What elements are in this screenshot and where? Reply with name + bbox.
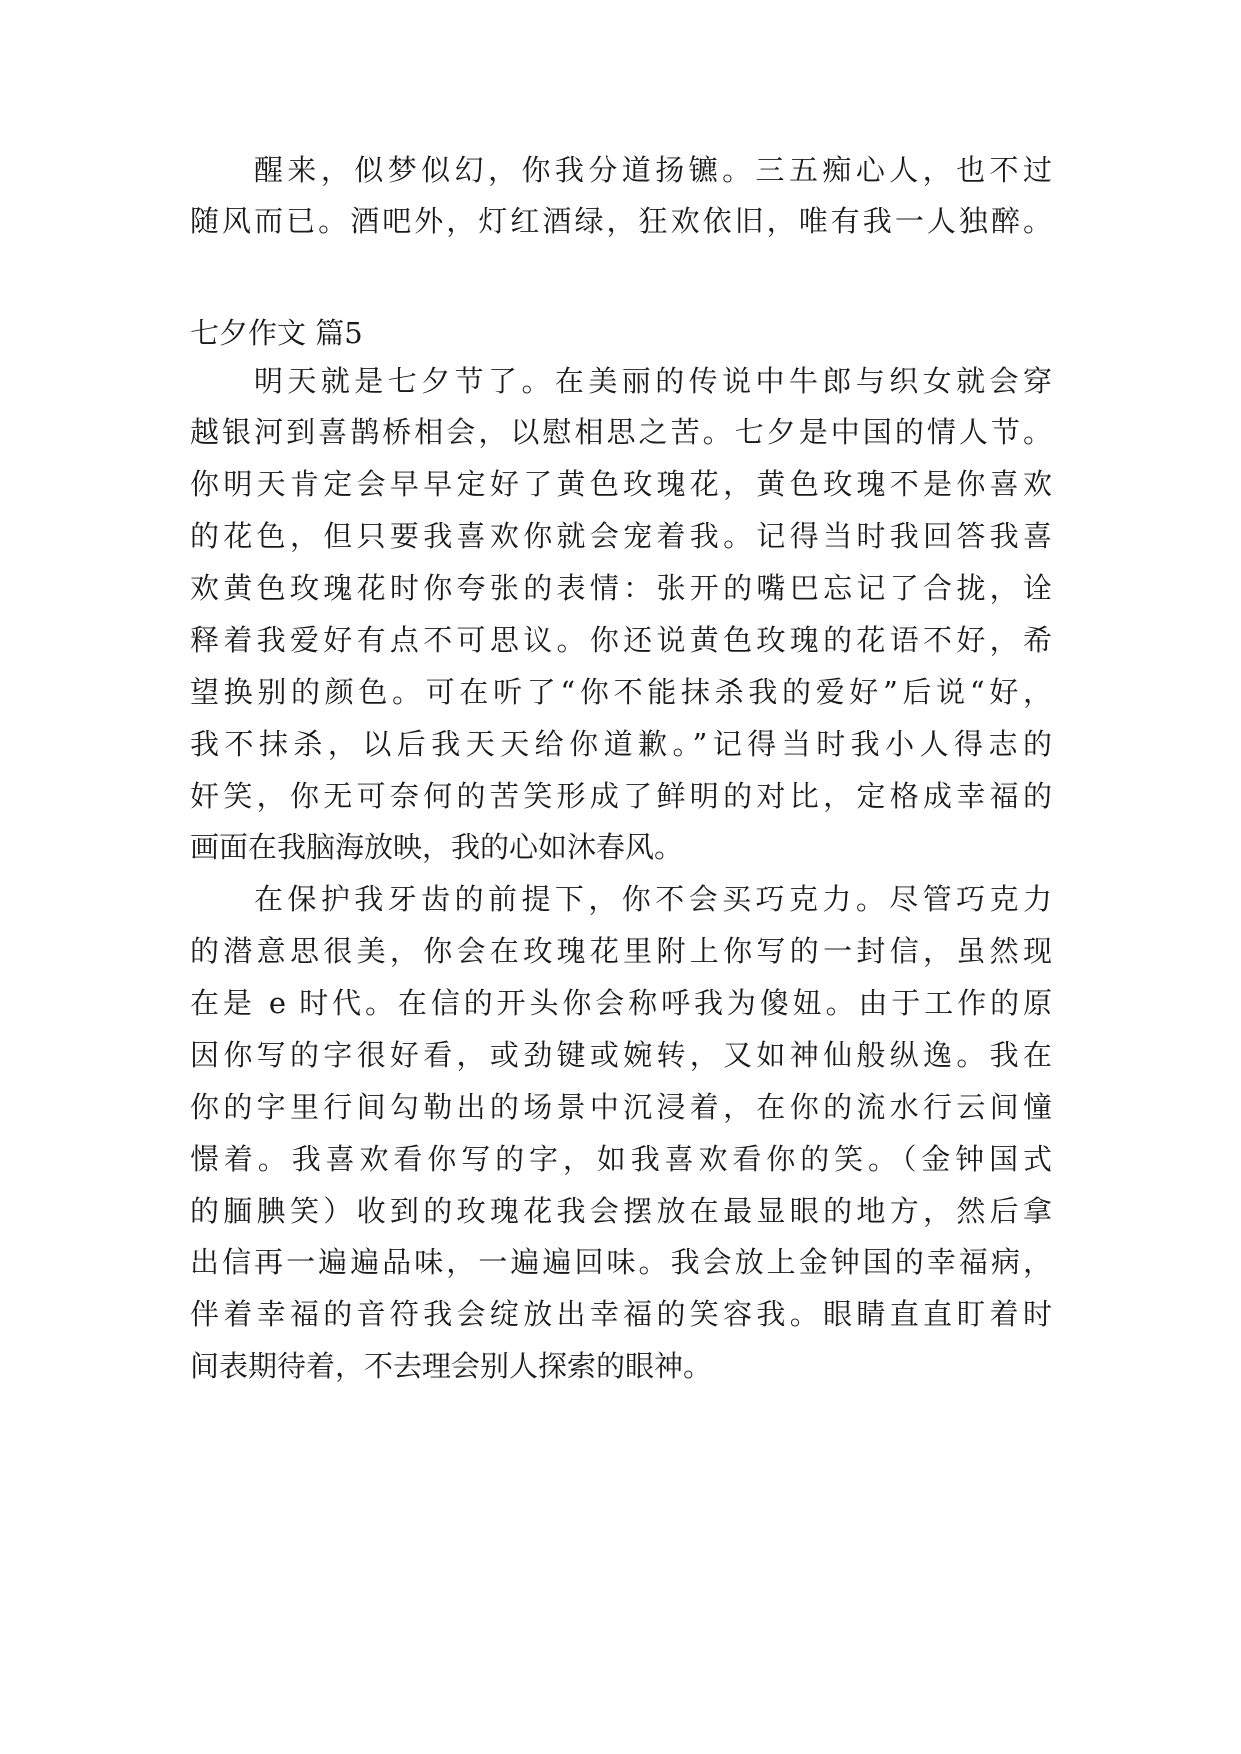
paragraph-1-line: 我不抹杀，以后我天天给你道歉。”记得当时我小人得志的 xyxy=(190,727,1052,761)
paragraph-2-line: 的腼腆笑）收到的玫瑰花我会摆放在最显眼的地方，然后拿 xyxy=(190,1194,1052,1228)
section-title: 七夕作文 篇5 xyxy=(190,316,363,350)
paragraph-1-line: 的花色，但只要我喜欢你就会宠着我。记得当时我回答我喜 xyxy=(190,519,1052,553)
intro-line-2: 随风而已。酒吧外，灯红酒绿，狂欢依旧，唯有我一人独醉。 xyxy=(190,204,1052,238)
paragraph-2-line: 在保护我牙齿的前提下，你不会买巧克力。尽管巧克力 xyxy=(254,882,1052,916)
paragraph-2-line: 憬着。我喜欢看你写的字，如我喜欢看你的笑。（金钟国式 xyxy=(190,1142,1052,1176)
paragraph-2-line: 出信再一遍遍品味，一遍遍回味。我会放上金钟国的幸福病， xyxy=(190,1245,1052,1279)
paragraph-2-line: 在是 e 时代。在信的开头你会称呼我为傻妞。由于工作的原 xyxy=(190,986,1052,1020)
paragraph-1-line: 欢黄色玫瑰花时你夸张的表情：张开的嘴巴忘记了合拢，诠 xyxy=(190,571,1052,605)
paragraph-1-line: 你明天肯定会早早定好了黄色玫瑰花，黄色玫瑰不是你喜欢 xyxy=(190,467,1052,501)
paragraph-2-line: 伴着幸福的音符我会绽放出幸福的笑容我。眼睛直直盯着时 xyxy=(190,1297,1052,1331)
paragraph-2-line: 因你写的字很好看，或劲键或婉转，又如神仙般纵逸。我在 xyxy=(190,1038,1052,1072)
paragraph-1-line: 画面在我脑海放映，我的心如沐春风。 xyxy=(190,830,684,864)
paragraph-2-line: 的潜意思很美，你会在玫瑰花里附上你写的一封信，虽然现 xyxy=(190,934,1052,968)
paragraph-1-line: 奸笑，你无可奈何的苦笑形成了鲜明的对比，定格成幸福的 xyxy=(190,779,1052,813)
paragraph-2-line: 间表期待着，不去理会别人探索的眼神。 xyxy=(190,1349,713,1383)
paragraph-1-line: 明天就是七夕节了。在美丽的传说中牛郎与织女就会穿 xyxy=(254,364,1052,398)
paragraph-1-line: 释着我爱好有点不可思议。你还说黄色玫瑰的花语不好，希 xyxy=(190,623,1052,657)
paragraph-2-line: 你的字里行间勾勒出的场景中沉浸着，在你的流水行云间憧 xyxy=(190,1090,1052,1124)
paragraph-1-line: 望换别的颜色。可在听了“你不能抹杀我的爱好”后说“好， xyxy=(190,675,1052,709)
paragraph-1-line: 越银河到喜鹊桥相会，以慰相思之苦。七夕是中国的情人节。 xyxy=(190,415,1052,449)
intro-line-1: 醒来，似梦似幻，你我分道扬镳。三五痴心人，也不过 xyxy=(254,153,1052,187)
